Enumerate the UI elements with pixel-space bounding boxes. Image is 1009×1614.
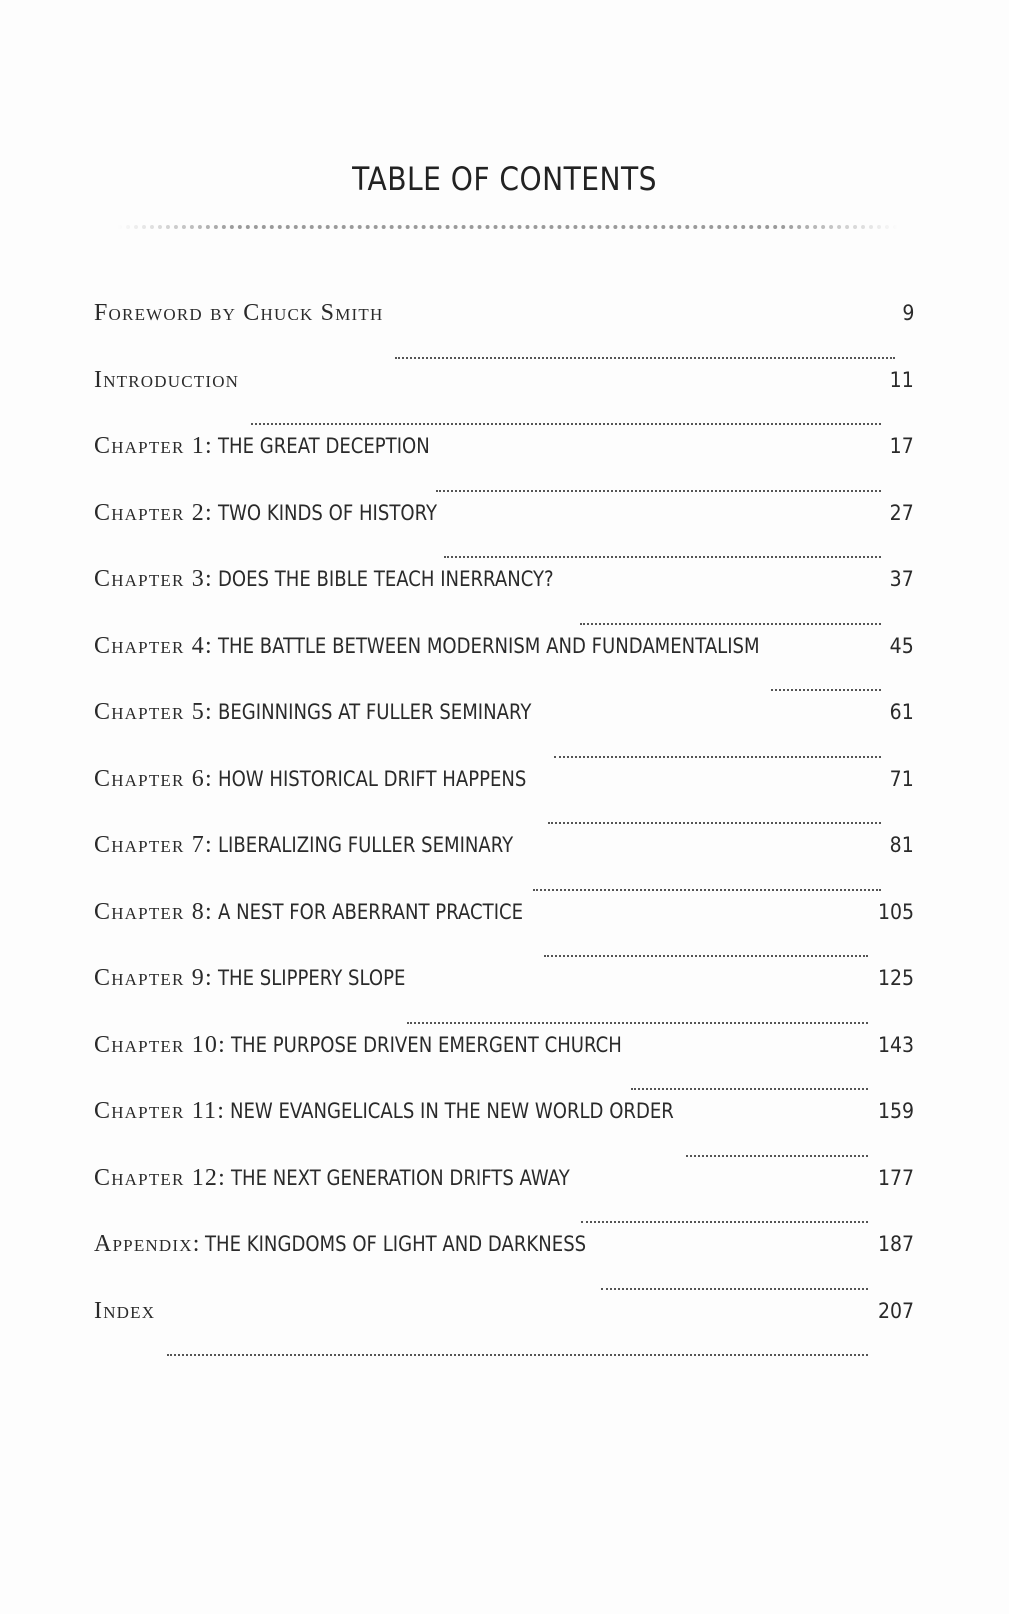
entry-subtitle: DOES THE BIBLE TEACH INERRANCY? [217, 567, 554, 591]
dot-leader [167, 1354, 868, 1356]
entry-lead: Chapter 7 [94, 832, 205, 858]
entry-page-number: 143 [877, 1032, 914, 1057]
entry-page-number: 105 [877, 899, 914, 924]
entry-page-number: 17 [889, 434, 914, 458]
page-title: TABLE OF CONTENTS [352, 160, 657, 198]
entry-page-number: 45 [889, 633, 914, 658]
toc-entry-chapter-5[interactable] [94, 699, 914, 766]
toc-entry-chapter-3[interactable] [94, 566, 914, 633]
entry-subtitle: THE SLIPPERY SLOPE [217, 966, 405, 990]
entry-page-number: 177 [877, 1165, 914, 1190]
entry-separator: : [204, 499, 212, 526]
entry-page-number: 81 [889, 833, 914, 857]
entry-page-number: 187 [877, 1232, 914, 1256]
toc-entry-chapter-2[interactable] [94, 500, 914, 567]
toc-entry-chapter-12[interactable] [94, 1165, 914, 1232]
entry-separator: : [218, 1031, 225, 1058]
entry-subtitle: A NEST FOR ABERRANT PRACTICE [217, 899, 523, 924]
dot-leader [581, 1221, 868, 1223]
toc-entry-introduction[interactable] [94, 367, 914, 434]
entry-subtitle: THE KINGDOMS OF LIGHT AND DARKNESS [205, 1232, 587, 1256]
entry-subtitle: BEGINNINGS AT FULLER SEMINARY [217, 700, 532, 724]
dot-leader [395, 357, 894, 359]
entry-subtitle: HOW HISTORICAL DRIFT HAPPENS [217, 766, 526, 791]
toc-entry-chapter-4[interactable] [94, 633, 914, 700]
entry-lead: Chapter 11 [94, 1098, 218, 1124]
toc-entry-appendix[interactable] [94, 1231, 914, 1298]
toc-entry-chapter-8[interactable] [94, 899, 914, 966]
dot-leader [544, 955, 868, 957]
toc-list [94, 300, 914, 1364]
toc-entry-chapter-11[interactable] [94, 1098, 914, 1165]
toc-entry-chapter-1[interactable] [94, 433, 914, 500]
entry-page-number: 125 [877, 966, 914, 990]
entry-lead: Appendix [94, 1231, 193, 1257]
title-dotted-rule [118, 225, 898, 229]
entry-lead: Index [94, 1297, 156, 1324]
dot-leader [436, 490, 881, 492]
entry-separator: : [217, 1098, 224, 1124]
entry-separator: : [204, 765, 212, 792]
entry-page-number: 11 [889, 367, 914, 392]
entry-page-number: 61 [889, 700, 914, 724]
dot-leader [548, 822, 881, 824]
entry-lead: Chapter 4 [94, 632, 205, 659]
entry-separator: : [204, 898, 212, 925]
entry-lead: Chapter 10 [94, 1031, 219, 1058]
dot-leader [601, 1288, 868, 1290]
entry-separator: : [204, 433, 212, 459]
entry-separator: : [204, 832, 212, 858]
dot-leader [771, 689, 881, 691]
dot-leader [686, 1155, 868, 1157]
toc-entry-index[interactable] [94, 1298, 914, 1365]
entry-subtitle: THE NEXT GENERATION DRIFTS AWAY [230, 1165, 570, 1190]
entry-lead: Chapter 3 [94, 566, 205, 592]
entry-lead: Chapter 2 [94, 499, 205, 526]
toc-entry-chapter-10[interactable] [94, 1032, 914, 1099]
entry-lead: Chapter 1 [94, 433, 205, 459]
entry-subtitle: NEW EVANGELICALS IN THE NEW WORLD ORDER [229, 1099, 674, 1123]
entry-lead: Introduction [94, 366, 240, 393]
entry-lead: Chapter 8 [94, 898, 205, 925]
toc-entry-chapter-9[interactable] [94, 965, 914, 1032]
entry-subtitle: THE PURPOSE DRIVEN EMERGENT CHURCH [230, 1032, 622, 1057]
entry-separator: : [218, 1164, 225, 1191]
toc-entry-chapter-7[interactable] [94, 832, 914, 899]
entry-page-number: 27 [889, 500, 914, 525]
entry-page-number: 159 [877, 1099, 914, 1123]
entry-separator: : [192, 1231, 200, 1257]
dot-leader [251, 423, 881, 425]
entry-subtitle: THE BATTLE BETWEEN MODERNISM AND FUNDAMENTALISM [217, 633, 760, 658]
dot-leader [407, 1022, 867, 1024]
entry-lead: Foreword by Chuck Smith [94, 300, 384, 326]
entry-lead: Chapter 12 [94, 1164, 219, 1191]
entry-separator: : [204, 965, 212, 991]
entry-lead: Chapter 5 [94, 699, 205, 725]
dot-leader [580, 623, 881, 625]
dot-leader [533, 889, 881, 891]
entry-separator: : [204, 632, 212, 659]
entry-subtitle: LIBERALIZING FULLER SEMINARY [217, 833, 513, 857]
entry-page-number: 71 [889, 766, 914, 791]
toc-entry-foreword[interactable] [94, 300, 914, 367]
entry-subtitle: THE GREAT DECEPTION [217, 434, 430, 458]
entry-page-number: 9 [901, 301, 914, 325]
dot-leader [554, 756, 881, 758]
entry-subtitle: TWO KINDS OF HISTORY [217, 500, 437, 525]
dot-leader [631, 1088, 868, 1090]
entry-separator: : [204, 566, 212, 592]
entry-lead: Chapter 9 [94, 965, 205, 991]
entry-lead: Chapter 6 [94, 765, 205, 792]
entry-page-number: 37 [889, 567, 914, 591]
entry-page-number: 207 [877, 1298, 914, 1323]
entry-separator: : [204, 699, 212, 725]
dot-leader [444, 556, 881, 558]
toc-entry-chapter-6[interactable] [94, 766, 914, 833]
